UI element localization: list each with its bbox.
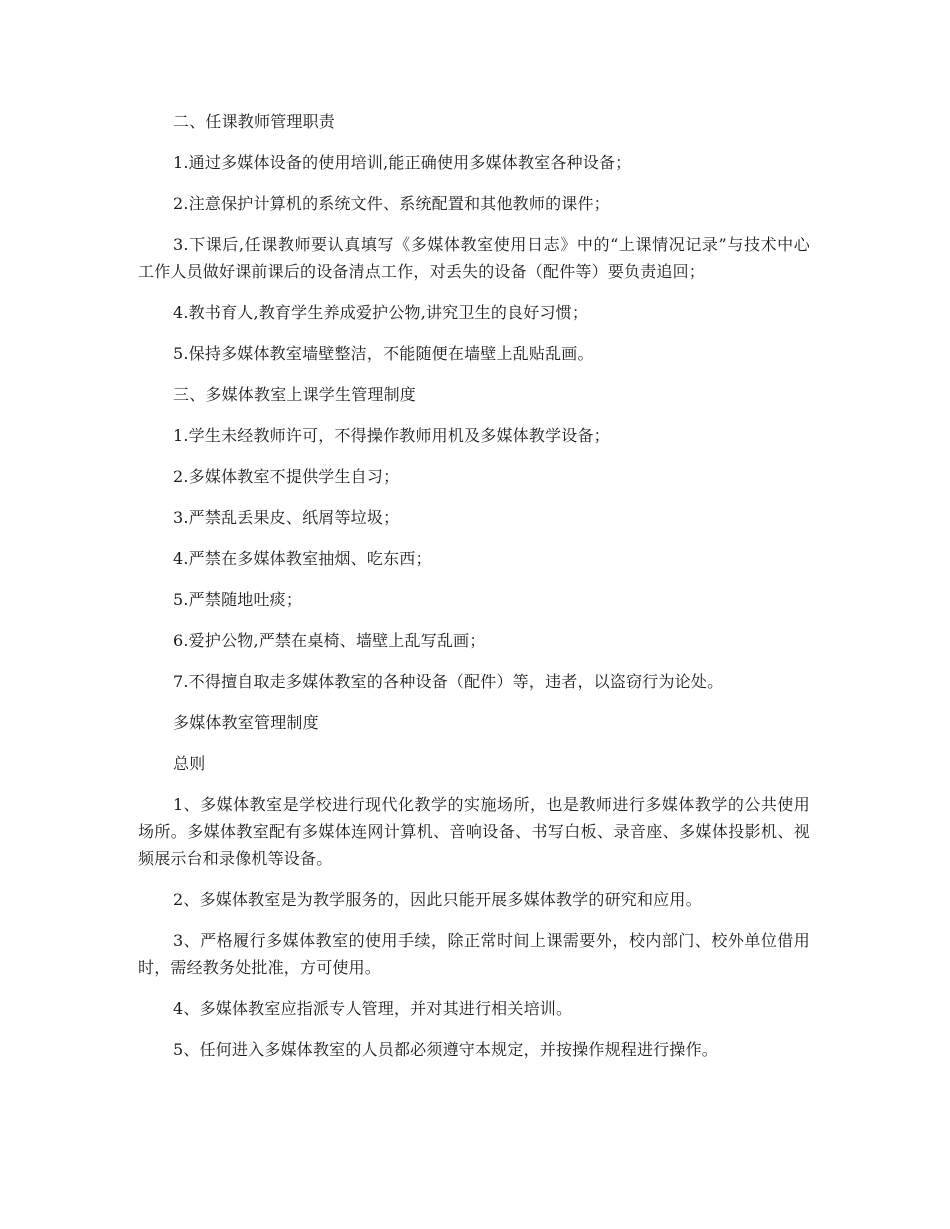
section-heading-student-rules: 三、多媒体教室上课学生管理制度 [173, 385, 417, 404]
paragraph: 6.爱护公物,严禁在桌椅、墙壁上乱写乱画； [173, 631, 486, 650]
paragraph: 5、任何进入多媒体教室的人员都必须遵守本规定，并按操作规程进行操作。 [173, 1040, 718, 1059]
paragraph: 4.教书育人,教育学生养成爱护公物,讲究卫生的良好习惯； [173, 303, 589, 322]
paragraph: 4、多媒体教室应指派专人管理，并对其进行相关培训。 [173, 999, 573, 1018]
paragraph: 2.多媒体教室不提供学生自习； [173, 467, 400, 486]
paragraph: 5.严禁随地吐痰； [173, 590, 303, 609]
document-body [138, 108, 810, 1063]
paragraph: 3.下课后,任课教师要认真填写《多媒体教室使用日志》中的“上课情况记录”与技术中心工作人员做好课前课后的设备清点工作，对丢失的设备（配件等）要负责追回； [138, 235, 810, 281]
paragraph: 1.通过多媒体设备的使用培训,能正确使用多媒体教室各种设备； [173, 153, 632, 172]
paragraph: 1、多媒体教室是学校进行现代化教学的实施场所，也是教师进行多媒体教学的公共使用场所。多媒体教室配有多媒体连网计算机、音响设备、书写白板、录音座、多媒体投影机、视频展示台和录像机等设备。 [138, 795, 810, 868]
paragraph: 4.严禁在多媒体教室抽烟、吃东西； [173, 549, 432, 568]
section-heading-teacher-duties: 二、任课教师管理职责 [173, 112, 336, 131]
paragraph: 7.不得擅自取走多媒体教室的各种设备（配件）等，违者，以盗窃行为论处。 [173, 672, 724, 691]
paragraph: 2、多媒体教室是为教学服务的，因此只能开展多媒体教学的研究和应用。 [173, 890, 702, 909]
paragraph: 3、严格履行多媒体教室的使用手续，除正常时间上课需要外，校内部门、校外单位借用时，需经教务处批准，方可使用。 [138, 931, 810, 977]
document-title: 多媒体教室管理制度 [173, 713, 319, 732]
paragraph: 5.保持多媒体教室墙壁整洁，不能随便在墙壁上乱贴乱画。 [173, 344, 594, 363]
section-heading-general: 总则 [173, 754, 206, 773]
paragraph: 2.注意保护计算机的系统文件、系统配置和其他教师的课件； [173, 194, 610, 213]
paragraph: 3.严禁乱丢果皮、纸屑等垃圾； [173, 508, 400, 527]
paragraph: 1.学生未经教师许可，不得操作教师用机及多媒体教学设备； [173, 426, 610, 445]
